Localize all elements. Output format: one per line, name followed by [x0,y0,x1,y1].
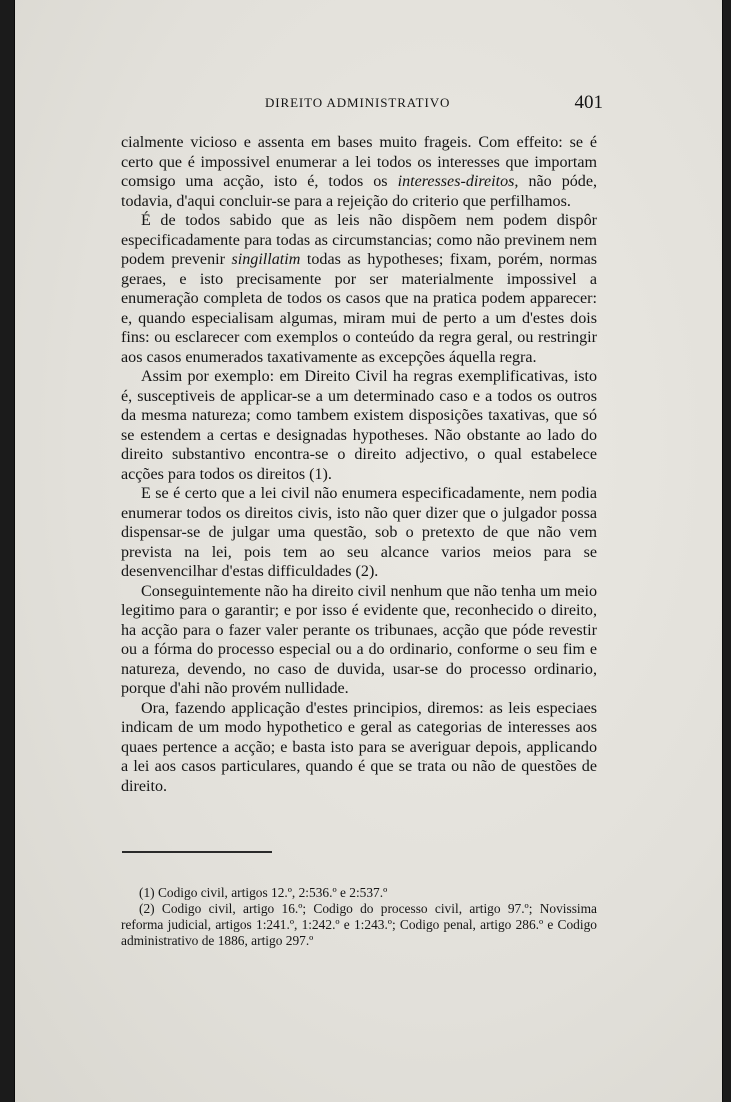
page-number: 401 [574,92,603,113]
body-text [121,133,597,796]
footnote-divider [122,851,272,853]
paragraph-5: Conseguintemente não ha direito civil nenhum que não tenha um meio legitimo para o garantir; e por isso é evidente que, reconhecido o direito, ha acção para o fazer valer perante os tribunaes, acção que póde revestir ou a fórma do processo especial ou a do ordinario, conforme o seu fim e natureza, devendo, no caso de duvida, usar-se do processo ordinario, porque d'ahi não provém nullidade. [121,582,597,697]
paragraph-2-italic: singillatim [231,251,301,268]
paragraph-2-text-a: É de todos sabido que as leis não dispõem nem podem dispôr especificadamente para todas as circumstancias; como não previnem nem podem prevenir [121,212,597,268]
paragraph-1-italic: interesses-direitos, [397,173,519,190]
paragraph-1-text-a: cialmente vicioso e assenta em bases muito frageis. Com effeito: se é certo que é impossivel enumerar a lei todos os interesses que importam comsigo uma acção, isto é, todos os [121,134,597,190]
paragraph-6: Ora, fazendo applicação d'estes principios, diremos: as leis especiaes indicam de um modo hypothetico e geral as categorias de interesses aos quaes pertence a acção; e basta isto para se averiguar depois, applicando a lei aos casos particulares, quando é que se trata ou não de questões de direito. [121,699,597,795]
paragraph-1 [121,133,597,211]
page-header [265,92,603,114]
paragraph-2-text-b: todas as hypotheses; fixam, porém, normas geraes, e isto precisamente por ser materialmente impossivel a enumeração completa de todos os casos que na pratica podem apparecer: e, quando especialisam algumas, miram mui de perto a um d'estes dois fins: ou esclarecer com exemplos o conteúdo da regra geral, ou restringir aos casos enumerados taxativamente as excepções áquella regra. [121,251,598,366]
footnote-2: (2) Codigo civil, artigo 16.º; Codigo do processo civil, artigo 97.º; Novissima reforma judicial, artigos 1:241.º, 1:242.º e 1:243.º; Codigo penal, artigo 286.º e Codigo administrativo de 1886, artigo 297.º [121,901,597,948]
footnotes [121,885,597,949]
paragraph-1-text-b: não póde, todavia, d'aqui concluir-se para a rejeição do criterio que perfilhamos. [121,173,598,210]
book-page [14,0,723,1102]
paragraph-3: Assim por exemplo: em Direito Civil ha regras exemplificativas, isto é, susceptiveis de applicar-se a um determinado caso e a todos os outros da mesma natureza; como tambem existem disposições taxativas, que só se estendem a certas e designadas hypotheses. Não obstante ao lado do direito substantivo encontra-se o direito adjectivo, o qual estabelece acções para todos os direitos (1). [121,368,597,483]
paragraph-2 [121,211,597,367]
running-title: DIREITO ADMINISTRATIVO [265,95,451,110]
paragraph-4: E se é certo que a lei civil não enumera especificadamente, nem podia enumerar todos os direitos civis, isto não quer dizer que o julgador possa dispensar-se de julgar uma questão, sob o pretexto de que não vem prevista na lei, pois tem ao seu alcance varios meios para se desenvencilhar d'estas difficuldades (2). [121,485,597,580]
footnote-1: (1) Codigo civil, artigos 12.º, 2:536.º e 2:537.º [139,885,388,900]
